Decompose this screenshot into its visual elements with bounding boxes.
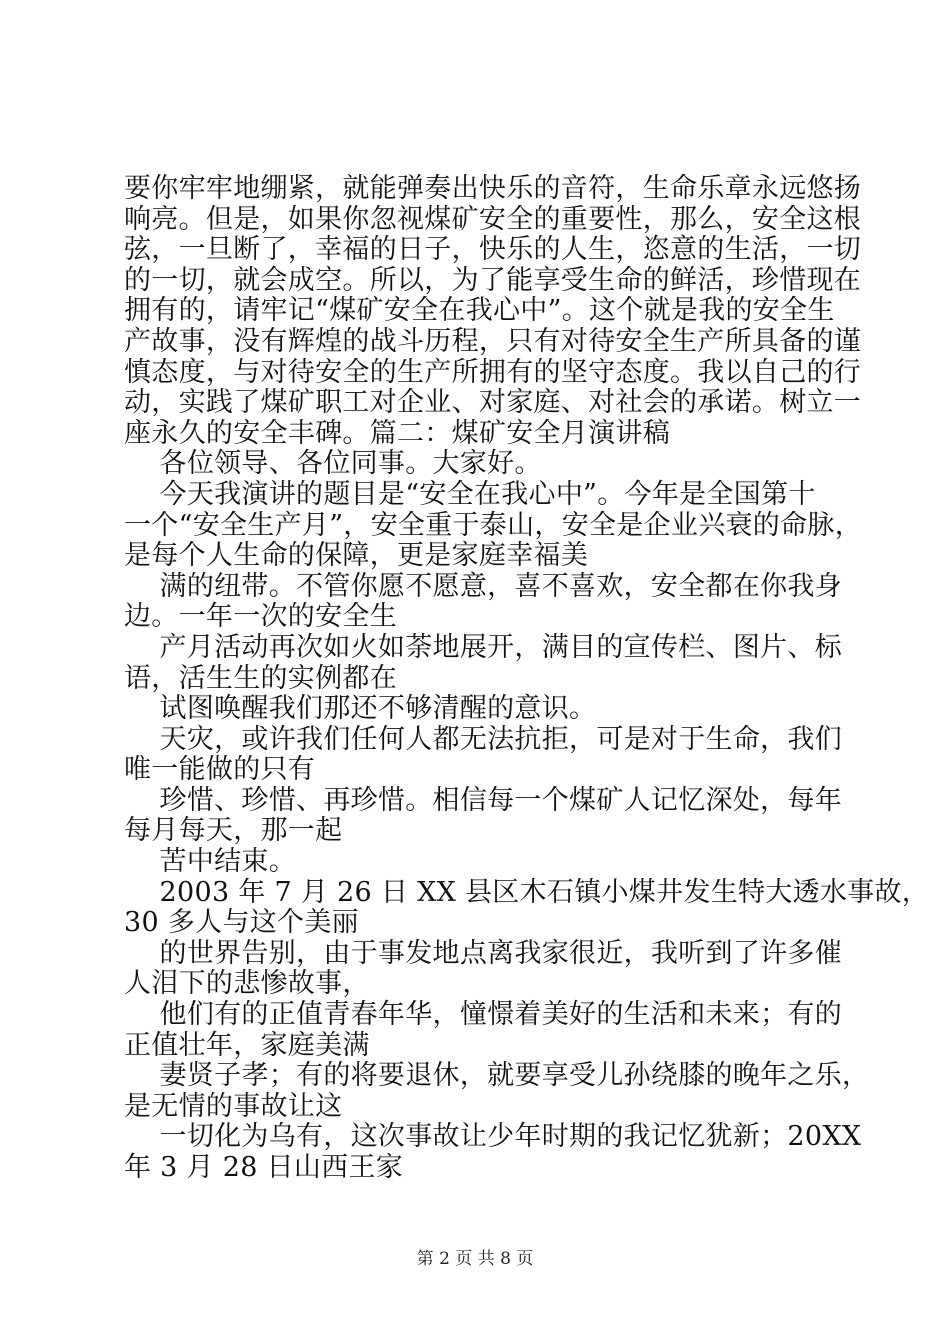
text-line: 妻贤子孝；有的将要退休，就要享受儿孙绕膝的晚年之乐，: [124, 1060, 870, 1092]
text-line: 满的纽带。不管你愿不愿意，喜不喜欢，安全都在你我身: [124, 570, 843, 602]
text-line: 弦，一旦断了，幸福的日子，快乐的人生，恣意的生活，一切: [124, 234, 862, 266]
text-line: 2003 年 7 月 26 日 XX 县区木石镇小煤井发生特大透水事故，: [124, 876, 930, 908]
text-line: 的世界告别，由于事发地点离我家很近，我听到了许多催: [124, 937, 843, 969]
text-line: 珍惜、珍惜、再珍惜。相信每一个煤矿人记忆深处，每年: [124, 784, 843, 816]
text-line: 年 3 月 28 日山西王家: [124, 1152, 404, 1183]
text-line: 正值壮年，家庭美满: [124, 1029, 370, 1061]
text-line: 30 多人与这个美丽: [124, 907, 359, 939]
text-line: 语，活生生的实例都在: [124, 662, 397, 694]
text-line: 各位领导、各位同事。大家好。: [124, 448, 542, 480]
text-line: 唯一能做的只有: [124, 754, 316, 786]
text-line: 要你牢牢地绷紧，就能弹奏出快乐的音符，生命乐章永远悠扬: [124, 173, 862, 204]
text-line: 拥有的，请牢记“煤矿安全在我心中”。这个就是我的安全生: [124, 295, 835, 327]
text-line: 人泪下的悲惨故事，: [124, 968, 370, 1000]
page-footer: 第 2 页 共 8 页: [416, 1249, 534, 1269]
text-line: 一切化为乌有，这次事故让少年时期的我记忆犹新；20XX: [124, 1121, 862, 1153]
text-line: 响亮。但是，如果你忽视煤矿安全的重要性，那么，安全这根: [124, 203, 862, 235]
text-line: 苦中结束。: [124, 846, 297, 878]
text-line: 座永久的安全丰碑。篇二：煤矿安全月演讲稿: [124, 417, 670, 449]
text-line: 是每个人生命的保障，更是家庭幸福美: [124, 540, 589, 572]
text-line: 是无情的事故让这: [124, 1090, 343, 1122]
text-line: 一个“安全生产月”，安全重于泰山，安全是企业兴衰的命脉，: [124, 509, 863, 541]
text-line: 动，实践了煤矿职工对企业、对家庭、对社会的承诺。树立一: [124, 387, 862, 419]
text-line: 天灾，或许我们任何人都无法抗拒，可是对于生命，我们: [124, 723, 843, 755]
text-line: 产故事，没有辉煌的战斗历程，只有对待安全生产所具备的谨: [124, 325, 862, 357]
text-line: 边。一年一次的安全生: [124, 601, 397, 633]
text-line: 慎态度，与对待安全的生产所拥有的坚守态度。我以自己的行: [124, 356, 862, 388]
text-line: 试图唤醒我们那还不够清醒的意识。: [124, 693, 597, 725]
text-line: 他们有的正值青春年华，憧憬着美好的生活和未来；有的: [124, 999, 843, 1031]
text-line: 产月活动再次如火如荼地展开，满目的宣传栏、图片、标: [124, 631, 843, 663]
text-line: 今天我演讲的题目是“安全在我心中”。今年是全国第十: [124, 478, 816, 510]
text-line: 的一切，就会成空。所以，为了能享受生命的鲜活，珍惜现在: [124, 264, 862, 296]
body-text: [124, 173, 930, 1184]
text-line: 每月每天，那一起: [124, 815, 343, 847]
